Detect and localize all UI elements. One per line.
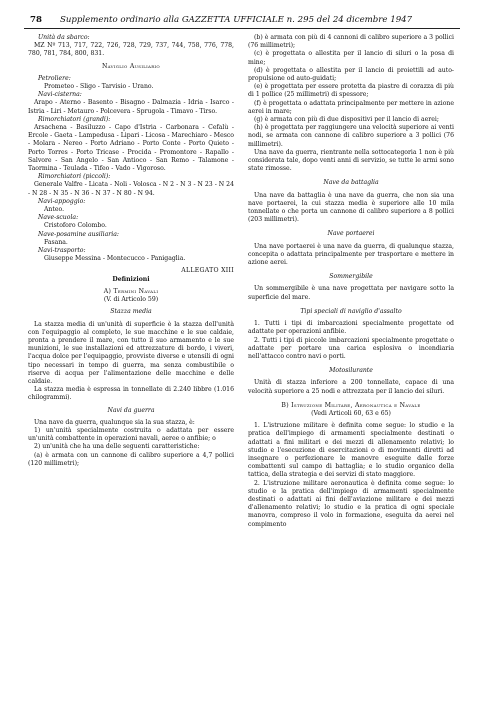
heading-nave-scuola: Nave-scuola:	[38, 214, 79, 222]
heading-sommergibile: Sommergibile	[329, 273, 373, 281]
motosilurante-definition: Unità di stazza inferiore a 200 tonnellate, capace di una velocità superiore a 25 nodi e attrezzata per il lancio dei siluri.	[248, 379, 454, 395]
page-header	[24, 14, 460, 29]
istruzione-heading: B) Istruzione Militare, Aeronautica e Navale	[281, 401, 421, 409]
navi-guerra-intro: Una nave da guerra, qualunque sia la sua stazza, è:	[34, 418, 195, 426]
heading-motosilurante: Motosilurante	[329, 367, 373, 375]
point-2c: (c) è progettata o allestita per il lancio di siluri o la posa di mine;	[248, 50, 454, 66]
definizioni-title: Definizioni	[112, 275, 150, 283]
istruzione-ref: (Vedi Articoli 60, 63 e 65)	[311, 409, 391, 417]
heading-navi-da-guerra: Navi da guerra	[107, 406, 155, 414]
heading-nave-battaglia: Nave da battaglia	[323, 179, 379, 187]
heading-navi-cisterna: Navi-cisterna:	[38, 91, 82, 99]
stazza-media-units: La stazza media è espressa in tonnellate di 2.240 libbre (1.016 chilogrammi).	[28, 386, 234, 402]
navi-guerra-point-2a: (a) è armata con un cannone di calibro superiore a 4,7 pollici (120 millimetri);	[28, 451, 234, 467]
gazette-title: Supplemento ordinario alla GAZZETTA UFFICIALE n. 295 del 24 dicembre 1947	[60, 15, 413, 25]
navi-guerra-note: Una nave da guerra, rientrante nella sottocategoria 1 non è più considerata tale, dopo venti anni di servizio, se tutte le armi sono state rimosse.	[248, 148, 454, 173]
heading-navi-appoggio: Navi-appoggio:	[38, 197, 86, 205]
termini-navali-heading: A) Termini Navali	[103, 287, 159, 295]
navi-cisterna-list: Arapo - Aterno - Basento - Bisagno - Dalmazia - Idria - Isarco - Istria - Liri - Metauro - Polcevera - Sprugola - Timavo - Tirso.	[28, 99, 234, 115]
heading-navi-trasporto: Navi-trasporto:	[38, 247, 86, 255]
nave-battaglia-definition: Una nave da battaglia è una nave da guerra, che non sia una nave portaerei, la cui stazza media è superiore alle 10 mila tonnellate o che porta un cannone di calibro superiore a 8 pollici (203 millimetri).	[248, 191, 454, 224]
heading-naviglio-ausiliario: Naviglio Ausiliario	[101, 62, 161, 70]
rimorchiatori-grandi-list: Arsachena - Basiluzzo - Capo d'Istria - Carbonara - Cefalù - Ercole - Gaeta - Lampedusa - Lipari - Licosa - Marechiaro - Mesco - Molara - Nereo - Porto Adriano - Porto Conte - Porto Quieto - Porto Torres - Porto Tricase - Procida - Promontore - Rapallo - Salvore - San Angelo - San Antioco - San Remo - Talamone - Taormina - Teulada - Tifeo - Vado - Vigoroso.	[28, 124, 234, 173]
nave-portaerei-definition: Una nave portaerei è una nave da guerra, di qualunque stazza, concepita o adattata principalmente per trasportare e mettere in azione aerei.	[248, 242, 454, 267]
right-column	[248, 34, 454, 529]
point-2h: (h) è progettata per raggiungere una velocità superiore ai venti nodi, se armata con cannone di calibro superiore a 3 pollici (76 millimetri).	[248, 124, 454, 148]
point-2b: (b) è armata con più di 4 cannoni di calibro superiore a 3 pollici (76 millimetri);	[248, 34, 454, 50]
navi-guerra-point-1: 1) un'unità specialmente costruita o adattata per essere un'unità combattente in operazioni navali, aeree o anfibie; o	[28, 426, 234, 443]
page-number: 78	[30, 15, 42, 25]
sommergibile-definition: Un sommergibile è una nave progettata per navigare sotto la superficie del mare.	[248, 285, 454, 301]
nave-posamine-list: Fasana.	[44, 238, 68, 246]
navi-guerra-point-2: 2) un'unità che ha una delle seguenti caratteristiche:	[34, 443, 200, 451]
petroliere-list: Prometeo - Sligo - Tarvisio - Urano.	[44, 83, 154, 91]
heading-nave-portaerei: Nave portaerei	[327, 230, 375, 238]
point-2g: (g) è armata con più di due dispositivi per il lancio di aerei;	[254, 116, 439, 124]
sbarco-list: MZ Nº 713, 717, 722, 726, 728, 729, 737, 744, 758, 776, 778, 780, 781, 784, 800, 831.	[28, 42, 234, 58]
assalto-point-1: 1. Tutti i tipi di imbarcazioni specialmente progettate od adattate per operazioni anfibie.	[248, 320, 454, 336]
heading-petroliere: Petroliere:	[38, 74, 71, 82]
assalto-point-2: 2. Tutti i tipi di piccole imbarcazioni specialmente progettate o adattate per portare una carica esplosiva o incendiaria nell'attacco contro navi o porti.	[248, 336, 454, 360]
nave-scuola-list: Cristoforo Colombo.	[44, 222, 107, 230]
point-2e: (e) è progettata per essere protetta da piastre di corazza di più di 1 pollice (25 millimetri) di spessore;	[248, 83, 454, 99]
heading-nave-posamine: Nave-posamine ausiliaria:	[38, 230, 119, 238]
point-2d: (d) è progettata o allestita per il lancio di proiettili ad auto-propulsione od auto-guidati;	[248, 66, 454, 83]
allegato-label: ALLEGATO XIII	[181, 267, 234, 275]
termini-navali-ref: (V. di Articolo 59)	[103, 296, 159, 304]
heading-rimorchiatori-grandi: Rimorchiatori (grandi):	[38, 115, 111, 123]
navi-trasporto-list: Giuseppe Messina - Montecucco - Panigaglia.	[44, 255, 186, 263]
heading-unita-sbarco: Unità da sbarco:	[38, 34, 90, 41]
point-2f: (f) è progettata o adattata principalmente per mettere in azione aerei in mare;	[248, 99, 454, 115]
heading-rimorchiatori-piccoli: Rimorchiatori (piccoli):	[38, 173, 111, 181]
stazza-media-definition: La stazza media di un'unità di superficie è la stazza dell'unità con l'equipaggio al completo, le sue macchine e le sue caldaie, pronta a prendere il mare, con tutto il suo armamento e le sue munizioni, le sue installazioni ed attrezzature di bordo, i viveri, l'acqua dolce per l'equipaggio, provviste diverse e utensili di ogni tipo necessari in tempo di guerra, ma senza combustibile o riserve di acqua per l'alimentazione delle macchine e delle caldaie.	[28, 320, 234, 385]
istruzione-aeronautica-definition: 2. L'istruzione militare aeronautica è definita come segue: lo studio e la pratica dell'impiego di armamenti specialmente destinati o adattati ai fini dell'aviazione militare e dei mezzi d'allenamento relativi; lo studio e la pratica di ogni speciale manovra, compreso il volo in formazione, eseguita da aerei nel compimento	[248, 479, 454, 528]
left-column	[28, 34, 234, 468]
document-page	[24, 14, 460, 694]
heading-naviglio-assalto: Tipi speciali di naviglio d'assalto	[300, 307, 402, 315]
navi-appoggio-list: Anteo.	[44, 206, 65, 214]
heading-stazza-media: Stazza media	[110, 308, 152, 316]
rimorchiatori-piccoli-list: Generale Valfre - Licata - Noli - Volosca - N 2 - N 3 - N 23 - N 24 - N 28 - N 35 - N 36 - N 37 - N 80 - N 94.	[28, 181, 234, 197]
istruzione-militare-definition: 1. L'istruzione militare è definita come segue: lo studio e la pratica dell'impiego di armamenti specialmente destinati o adattati a fini militari e dei mezzi di allenamento relativi; lo studio e l'esecuzione di esercitazioni o di movimenti diretti ad insegnare o perfezionare le manovre eseguite dalle forze combattenti sul campo di battaglia; e lo studio organico della tattica, della strategia e dei servizi di stato maggiore.	[248, 422, 454, 479]
